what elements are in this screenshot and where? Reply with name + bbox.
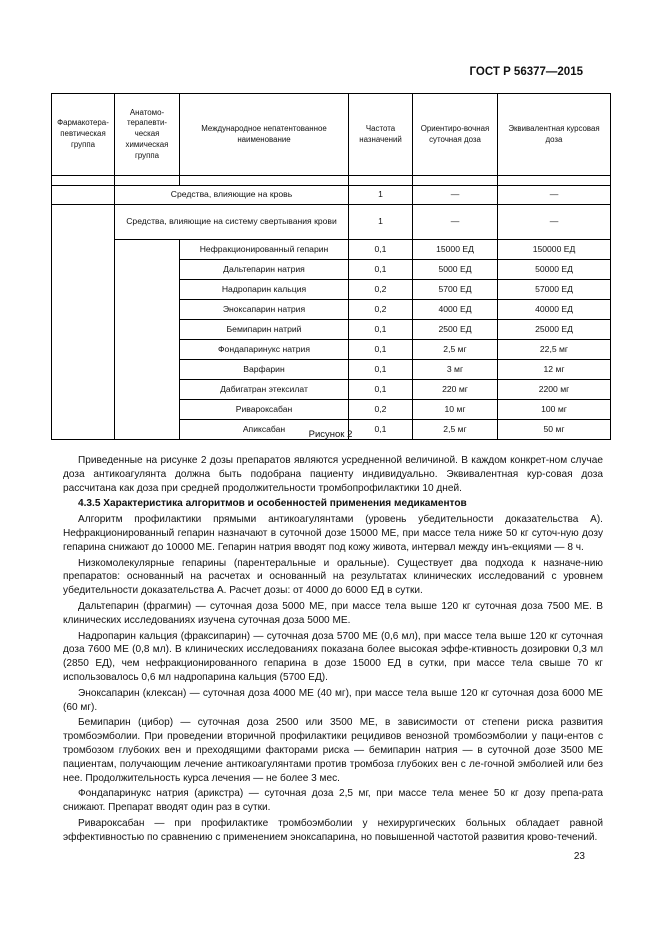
column-header: Частота назначений xyxy=(349,94,413,176)
frequency-cell: 0,1 xyxy=(349,320,413,340)
drug-name: Нефракционированный гепарин xyxy=(180,240,349,260)
paragraph: Бемипарин (цибор) — суточная доза 2500 или 3500 МЕ, в зависимости от степени риска развития тромбоэмболии. При проведении вторичной профилактики рецидивов венозной тромбоэмболии у паци-ентов с тромбозом глубоких вен и преходящими факторами риска — бемипарин натрия — в суточной дозе 3500 МЕ пациентам, получающим лечение антикоагулянтами против тромбоза глубоких вен с ле-гочной эмболией или без нее. Продолжительность курса лечения — не более 3 мес. xyxy=(63,717,603,784)
table-spacer-row xyxy=(52,176,611,186)
daily-dose-cell: 3 мг xyxy=(413,360,498,380)
daily-dose-cell: 4000 ЕД xyxy=(413,300,498,320)
daily-dose-cell: 10 мг xyxy=(413,400,498,420)
column-header: Анатомо-терапевти-ческая химическая группа xyxy=(115,94,180,176)
frequency-cell: 1 xyxy=(349,205,413,240)
column-header: Эквивалентная курсовая доза xyxy=(498,94,611,176)
page-number: 23 xyxy=(573,851,585,862)
table-row xyxy=(52,186,611,205)
course-dose-cell: 40000 ЕД xyxy=(498,300,611,320)
paragraph: Фондапаринукс натрия (арикстра) — суточная доза 2,5 мг, при массе тела менее 50 кг дозу препа-рата снижают. Препарат вводят один раз в сутки. xyxy=(63,788,603,814)
course-dose-cell: 50 мг xyxy=(498,420,611,440)
frequency-cell: 0,2 xyxy=(349,300,413,320)
course-dose-cell: 25000 ЕД xyxy=(498,320,611,340)
column-header: Международное непатентованное наименование xyxy=(180,94,349,176)
daily-dose-cell: 5000 ЕД xyxy=(413,260,498,280)
frequency-cell: 0,1 xyxy=(349,240,413,260)
course-dose-cell: 12 мг xyxy=(498,360,611,380)
frequency-cell: 1 xyxy=(349,186,413,205)
drug-dose-table xyxy=(51,93,611,440)
course-dose-cell: 50000 ЕД xyxy=(498,260,611,280)
drug-name: Ривароксабан xyxy=(180,400,349,420)
drug-name: Апиксабан xyxy=(180,420,349,440)
document-code: ГОСТ Р 56377—2015 xyxy=(469,66,583,78)
drug-name: Эноксапарин натрия xyxy=(180,300,349,320)
paragraph: Алгоритм профилактики прямыми антикоагулянтами (уровень убедительности доказательства А). Нефракционированный гепарин назначают в суточной дозе 15000 МЕ, при массе тела ниже 50 кг суточ-ную дозу гепарина снижают до 10000 МЕ. Гепарин натрия вводят под кожу живота, интервал между инъ-екциями — 8 ч. xyxy=(63,514,603,553)
daily-dose-cell: 5700 ЕД xyxy=(413,280,498,300)
figure-caption: Рисунок 2 xyxy=(308,429,353,440)
frequency-cell: 0,2 xyxy=(349,280,413,300)
drug-name: Дальтепарин натрия xyxy=(180,260,349,280)
table-row xyxy=(52,205,611,240)
course-dose-cell: — xyxy=(498,205,611,240)
body-text xyxy=(63,454,603,847)
daily-dose-cell: 15000 ЕД xyxy=(413,240,498,260)
course-dose-cell: 22,5 мг xyxy=(498,340,611,360)
paragraph: Ривароксабан — при профилактике тромбоэмболии у нехирургических больных обладает равной эффективностью по сравнению с применением эноксапарина, но повышенной частотой развития крово-течений. xyxy=(63,817,603,843)
frequency-cell: 0,1 xyxy=(349,360,413,380)
frequency-cell: 0,1 xyxy=(349,380,413,400)
drug-name: Дабигатран этексилат xyxy=(180,380,349,400)
column-header: Ориентиро-вочная суточная доза xyxy=(413,94,498,176)
course-dose-cell: — xyxy=(498,186,611,205)
course-dose-cell: 2200 мг xyxy=(498,380,611,400)
frequency-cell: 0,1 xyxy=(349,340,413,360)
daily-dose-cell: 2,5 мг xyxy=(413,340,498,360)
daily-dose-cell: 2500 ЕД xyxy=(413,320,498,340)
paragraph: Приведенные на рисунке 2 дозы препаратов являются усредненной величиной. В каждом конкрет-ном случае доза антикоагулянта должна быть подобрана пациенту индивидуально. Эквивалентная кур-совая доза рассчитана как доза при средней продолжительности тромбопрофилактики 10 дней. xyxy=(63,455,603,494)
drug-name: Фондапаринукс натрия xyxy=(180,340,349,360)
table-row xyxy=(52,240,611,260)
daily-dose-cell: — xyxy=(413,205,498,240)
column-header: Фармакотера-певтическая группа xyxy=(52,94,115,176)
frequency-cell: 0,1 xyxy=(349,260,413,280)
daily-dose-cell: 220 мг xyxy=(413,380,498,400)
frequency-cell: 0,2 xyxy=(349,400,413,420)
drug-name: Варфарин xyxy=(180,360,349,380)
drug-name: Надропарин кальция xyxy=(180,280,349,300)
frequency-cell: 0,1 xyxy=(349,420,413,440)
paragraph: Дальтепарин (фрагмин) — суточная доза 5000 МЕ, при массе тела выше 120 кг суточная доза 7500 МЕ. В клинических исследованиях изучена суточная доза 5000 МЕ. xyxy=(63,600,603,626)
course-dose-cell: 100 мг xyxy=(498,400,611,420)
table-header-row xyxy=(52,94,611,176)
paragraph: Надропарин кальция (фраксипарин) — суточная доза 5700 МЕ (0,6 мл), при массе тела выше 120 кг суточная доза 7600 МЕ (0,8 мл). В клинических исследованиях показана более высокая эффе-ктивность дозировки 0,3 мл (2850 ЕД), чем нефракционированного гепарина в дозе 15000 ЕД в сутки, при массе тела свыше 70 кг использовалось 0,6 мл надропарина кальция (5700 ЕД). xyxy=(63,630,603,683)
daily-dose-cell: 2,5 мг xyxy=(413,420,498,440)
paragraph: Эноксапарин (клексан) — суточная доза 4000 МЕ (40 мг), при массе тела выше 120 кг суточная доза 6000 МЕ (60 мг). xyxy=(63,687,603,713)
drug-name: Бемипарин натрий xyxy=(180,320,349,340)
course-dose-cell: 150000 ЕД xyxy=(498,240,611,260)
group-name: Средства, влияющие на кровь xyxy=(115,186,349,205)
daily-dose-cell: — xyxy=(413,186,498,205)
course-dose-cell: 57000 ЕД xyxy=(498,280,611,300)
group-name: Средства, влияющие на систему свертывания крови xyxy=(115,205,349,240)
paragraph: Низкомолекулярные гепарины (парентеральные и оральные). Существует два подхода к назначе-нию препаратов: основанный на расчетах и основанный на результатах клинических исследований с уровнем убедительности доказательства А. Расчет дозы: от 4000 до 6000 ЕД в сутки. xyxy=(63,557,603,597)
section-heading: 4.3.5 Характеристика алгоритмов и особенностей применения медикаментов xyxy=(78,498,467,510)
